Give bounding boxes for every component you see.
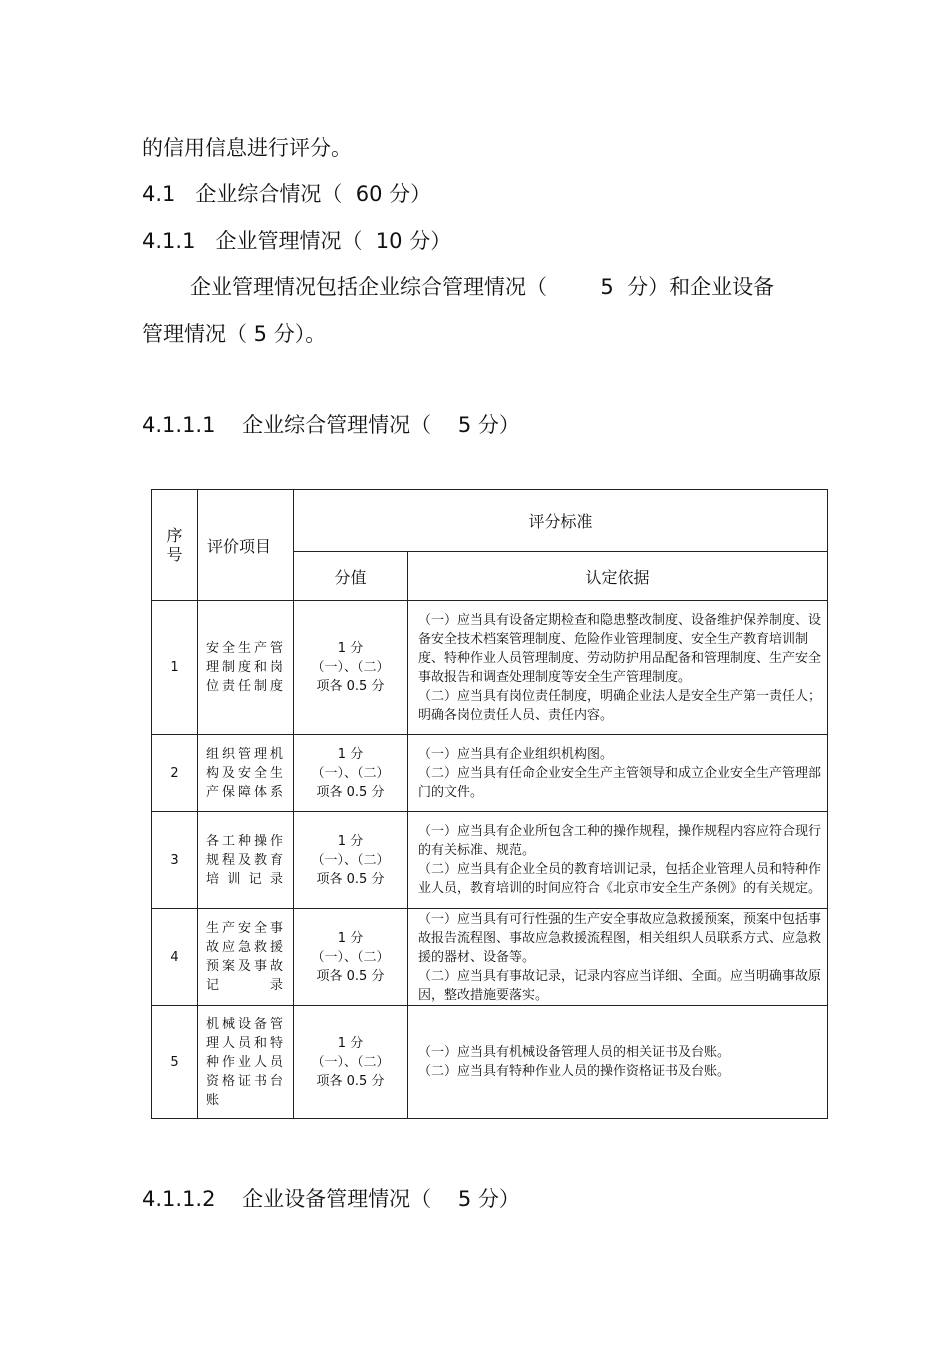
row-number: 1 <box>152 601 198 735</box>
evaluation-table <box>151 489 828 1119</box>
score-line: （一）、（二） <box>311 1054 390 1070</box>
header-item: 评价项目 <box>198 490 294 601</box>
row-item: 各工种操作规程及教育培训记录 <box>198 812 294 909</box>
section-heading-4-1-1: 4.1.1 企业管理情况（ 10 分） <box>142 229 452 253</box>
row-basis <box>408 909 828 1006</box>
header-basis: 认定依据 <box>408 552 828 601</box>
row-score <box>294 1006 408 1119</box>
score-line: 项各 0.5 分 <box>316 784 385 800</box>
row-basis <box>408 812 828 909</box>
row-item: 机械设备管理人员和特种作业人员资格证书台账 <box>198 1006 294 1119</box>
row-score <box>294 601 408 735</box>
table-row <box>152 1006 828 1119</box>
header-criteria: 评分标准 <box>294 490 828 552</box>
score-line: （一）、（二） <box>311 949 390 965</box>
section-heading-4-1-1-2: 4.1.1.2 企业设备管理情况（ 5 分） <box>142 1187 520 1211</box>
score-line: 1 分 <box>337 833 364 849</box>
score-line: 项各 0.5 分 <box>316 968 385 984</box>
row-basis <box>408 1006 828 1119</box>
basis-text: （一）应当具有企业所包含工种的操作规程，操作规程内容应符合现行的有关标准、规范。 （二）应当具有企业全员的教育培训记录，包括企业管理人员和特种作业人员，教育培训的时间应符合《北京市安全生产条例》的有关规定。 <box>418 824 822 896</box>
basis-text: （一）应当具有企业组织机构图。 （二）应当具有任命企业安全生产主管领导和成立企业安全生产管理部门的文件。 <box>418 746 822 800</box>
row-item: 安全生产管理制度和岗位责任制度 <box>198 601 294 735</box>
section-heading-4-1-1-1: 4.1.1.1 企业综合管理情况（ 5 分） <box>142 413 520 437</box>
section-heading-4-1: 4.1 企业综合情况（ 60 分） <box>142 182 432 206</box>
row-score <box>294 812 408 909</box>
row-number: 2 <box>152 735 198 812</box>
score-line: 1 分 <box>337 930 364 946</box>
row-item: 生产安全事故应急救援预案及事故记录 <box>198 909 294 1006</box>
basis-text: （一）应当具有机械设备管理人员的相关证书及台账。 （二）应当具有特种作业人员的操作资格证书及台账。 <box>418 1045 731 1079</box>
row-item: 组织管理机构及安全生产保障体系 <box>198 735 294 812</box>
score-line: 1 分 <box>337 641 364 656</box>
header-score: 分值 <box>294 552 408 601</box>
header-seq: 序 号 <box>152 490 198 601</box>
basis-text: （一）应当具有可行性强的生产安全事故应急救援预案，预案中包括事故报告流程图、事故应急救援流程图，相关组织人员联系方式、应急救援的器材、设备等。 （二）应当具有事故记录，记录内容应当详细、全面。应当明确事故原因，整改措施要落实。 <box>418 911 822 1003</box>
table-row <box>152 909 828 1006</box>
table-row <box>152 735 828 812</box>
row-number: 4 <box>152 909 198 1006</box>
paragraph-line-2: 企业管理情况包括企业综合管理情况（ 5 分）和企业设备 <box>190 275 775 299</box>
score-line: （一）、（二） <box>311 852 390 868</box>
paragraph-line-1: 的信用信息进行评分。 <box>142 136 352 160</box>
table-row <box>152 812 828 909</box>
score-line: 项各 0.5 分 <box>316 1073 385 1089</box>
score-line: （一）、（二） <box>311 660 390 675</box>
score-line: 1 分 <box>337 1035 364 1051</box>
row-score <box>294 909 408 1006</box>
score-line: （一）、（二） <box>311 765 390 781</box>
score-line: 项各 0.5 分 <box>316 871 385 887</box>
row-number: 5 <box>152 1006 198 1119</box>
row-score <box>294 735 408 812</box>
table-row <box>152 601 828 735</box>
row-basis <box>408 601 828 735</box>
row-basis <box>408 735 828 812</box>
row-number: 3 <box>152 812 198 909</box>
score-line: 1 分 <box>337 746 364 762</box>
paragraph-line-3: 管理情况（ 5 分）。 <box>142 322 327 346</box>
score-line: 项各 0.5 分 <box>316 679 385 694</box>
basis-text: （一）应当具有设备定期检查和隐患整改制度、设备维护保养制度、设备安全技术档案管理制度、危险作业管理制度、安全生产教育培训制度、特种作业人员管理制度、劳动防护用品配备和管理制度、生产安全事故报告和调查处理制度等安全生产管理制度。 （二）应当具有岗位责任制度，明确企业法人是安全生产第一责任人；明确各岗位责任人员、责任内容。 <box>418 612 822 723</box>
